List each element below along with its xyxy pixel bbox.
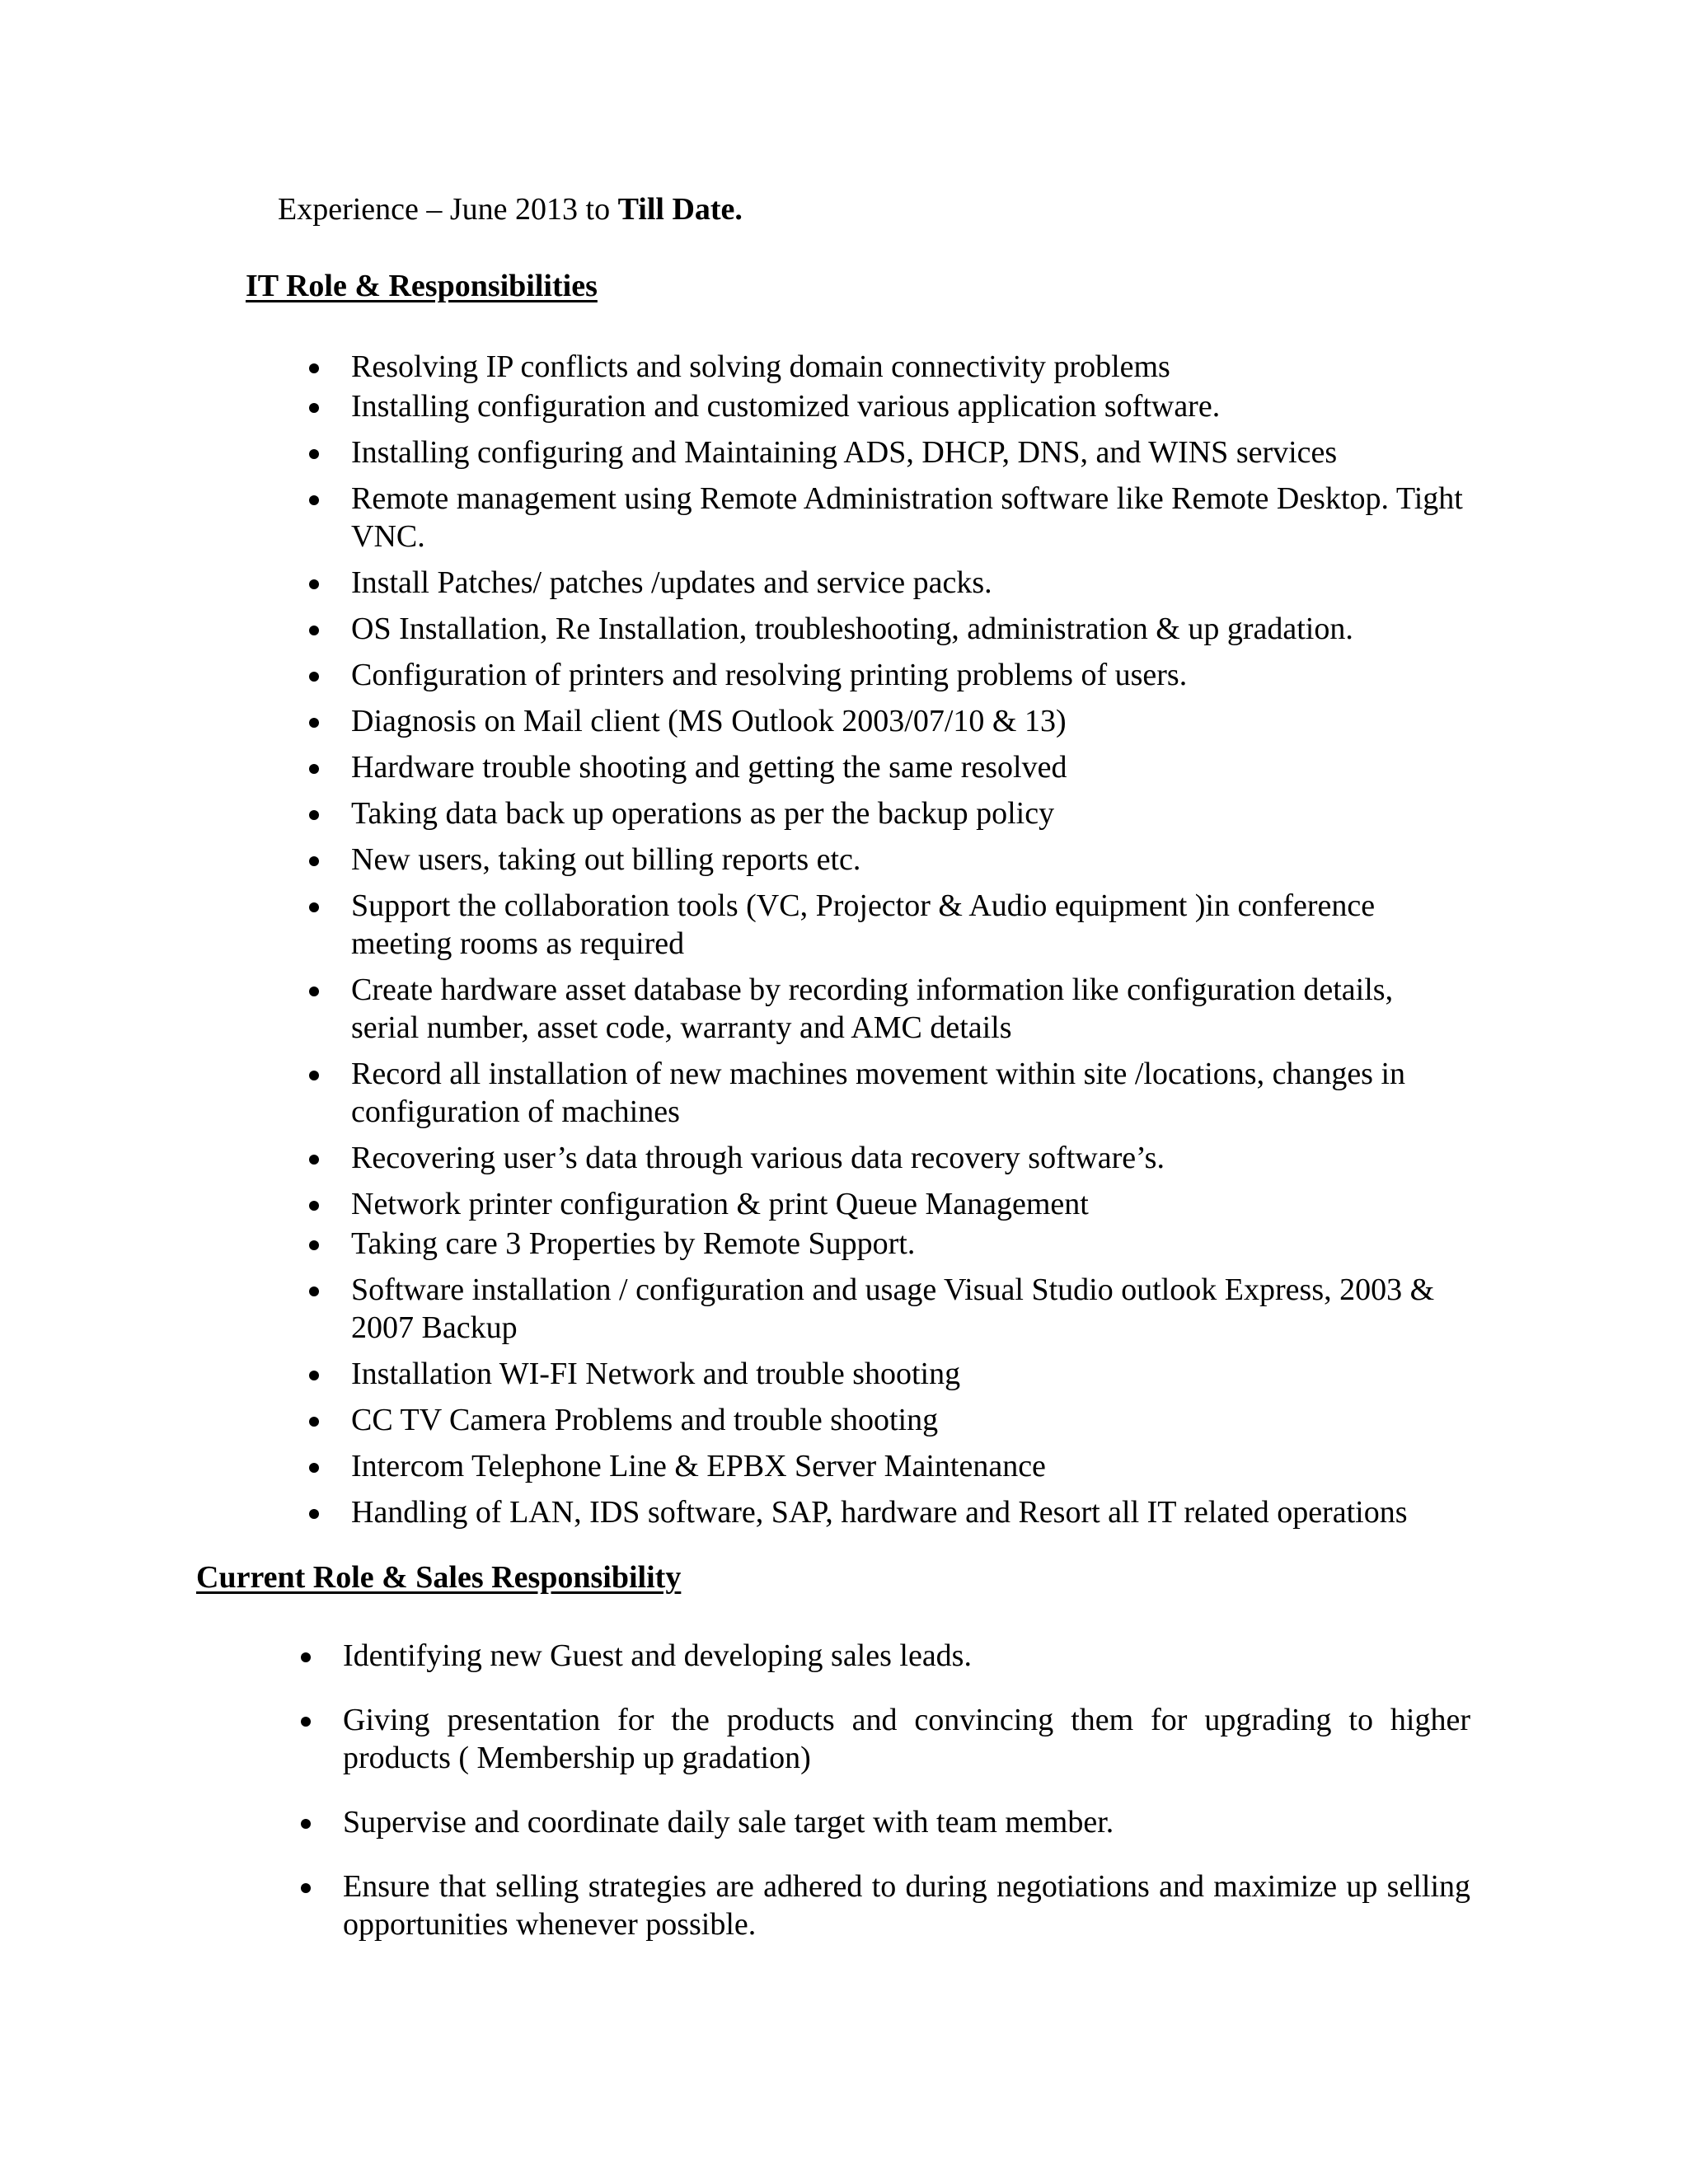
list-item-text: Installing configuration and customized various application software. (351, 389, 1221, 424)
list-item-text: Resolving IP conflicts and solving domain connectivity problems (351, 349, 1170, 384)
list-item-text: Taking care 3 Properties by Remote Support. (351, 1226, 916, 1261)
list-item (343, 1637, 1470, 1675)
list-item (351, 841, 1464, 879)
list-item-text: Ensure that selling strategies are adhered to during negotiations and maximize up selling opportunities whenever possible. (343, 1869, 1470, 1942)
list-item (351, 656, 1464, 694)
list-item-text: Intercom Telephone Line & EPBX Server Maintenance (351, 1449, 1046, 1483)
it-responsibilities-list (351, 348, 1464, 1540)
list-item-text: Taking data back up operations as per the backup policy (351, 796, 1055, 831)
bullet-icon (309, 1155, 319, 1165)
list-item (351, 348, 1464, 386)
list-item (351, 480, 1464, 555)
list-item-text: Install Patches/ patches /updates and service packs. (351, 565, 992, 600)
bullet-icon (309, 449, 319, 459)
bullet-icon (309, 1286, 319, 1296)
list-item (351, 794, 1464, 832)
list-item (351, 564, 1464, 602)
bullet-icon (309, 1509, 319, 1519)
list-item (351, 702, 1464, 740)
list-item-text: Hardware trouble shooting and getting the same resolved (351, 750, 1067, 785)
list-item (343, 1701, 1470, 1777)
bullet-icon (309, 810, 319, 820)
list-item (351, 1055, 1464, 1131)
list-item-text: Supervise and coordinate daily sale target with team member. (343, 1805, 1114, 1840)
list-item-text: Installation WI-FI Network and trouble shooting (351, 1357, 961, 1391)
list-item-text: Remote management using Remote Administration software like Remote Desktop. Tight VNC. (351, 481, 1463, 554)
bullet-icon (309, 1463, 319, 1473)
experience-line (278, 191, 743, 229)
list-item (351, 1185, 1464, 1223)
bullet-icon (309, 718, 319, 728)
bullet-icon (301, 1883, 311, 1893)
bullet-icon (309, 626, 319, 635)
list-item-text: Create hardware asset database by recording information like configuration details, serial number, asset code, warranty and AMC details (351, 972, 1394, 1045)
it-role-heading: IT Role & Responsibilities (246, 269, 598, 303)
bullet-icon (309, 1240, 319, 1250)
list-item-text: Record all installation of new machines movement within site /locations, changes in configuration of machines (351, 1057, 1406, 1129)
list-item (343, 1803, 1470, 1841)
list-item (351, 1225, 1464, 1263)
list-item (351, 1493, 1464, 1531)
list-item-text: Identifying new Guest and developing sales leads. (343, 1638, 972, 1673)
list-item-text: Configuration of printers and resolving printing problems of users. (351, 658, 1188, 692)
list-item (343, 1868, 1470, 1943)
list-item (351, 1355, 1464, 1393)
list-item-text: Support the collaboration tools (VC, Projector & Audio equipment )in conference meeting rooms as required (351, 888, 1376, 961)
bullet-icon (309, 902, 319, 912)
list-item (351, 1139, 1464, 1177)
bullet-icon (309, 1371, 319, 1380)
list-item-text: Network printer configuration & print Queue Management (351, 1187, 1089, 1221)
bullet-icon (309, 764, 319, 774)
list-item-text: CC TV Camera Problems and trouble shooting (351, 1403, 939, 1437)
bullet-icon (309, 495, 319, 505)
list-item (351, 1447, 1464, 1485)
bullet-icon (309, 1071, 319, 1080)
list-item-text: Handling of LAN, IDS software, SAP, hardware and Resort all IT related operations (351, 1495, 1408, 1530)
bullet-icon (301, 1652, 311, 1662)
sales-responsibilities-list (343, 1637, 1470, 1970)
list-item (351, 610, 1464, 648)
list-item-text: New users, taking out billing reports etc. (351, 842, 861, 877)
bullet-icon (309, 856, 319, 866)
bullet-icon (309, 403, 319, 413)
sales-role-heading: Current Role & Sales Responsibility (196, 1560, 682, 1595)
list-item (351, 1271, 1464, 1347)
bullet-icon (309, 672, 319, 682)
list-item (351, 971, 1464, 1047)
list-item (351, 748, 1464, 786)
list-item (351, 887, 1464, 963)
bullet-icon (309, 1201, 319, 1211)
bullet-icon (309, 1417, 319, 1427)
list-item-text: Giving presentation for the products and convincing them for upgrading to higher products ( Membership up gradation) (343, 1703, 1470, 1775)
list-item-text: Installing configuring and Maintaining ADS, DHCP, DNS, and WINS services (351, 435, 1338, 470)
bullet-icon (309, 363, 319, 373)
bullet-icon (309, 579, 319, 589)
experience-prefix: Experience – June 2013 to (278, 192, 618, 227)
list-item (351, 1401, 1464, 1439)
list-item-text: Software installation / configuration and usage Visual Studio outlook Express, 2003 & 2007 Backup (351, 1272, 1435, 1345)
list-item (351, 387, 1464, 425)
list-item (351, 434, 1464, 471)
bullet-icon (301, 1819, 311, 1829)
bullet-icon (301, 1717, 311, 1727)
list-item-text: OS Installation, Re Installation, troubleshooting, administration & up gradation. (351, 612, 1353, 646)
bullet-icon (309, 987, 319, 996)
list-item-text: Recovering user’s data through various data recovery software’s. (351, 1141, 1165, 1175)
list-item-text: Diagnosis on Mail client (MS Outlook 2003/07/10 & 13) (351, 704, 1067, 738)
experience-till-date: Till Date. (617, 192, 743, 227)
